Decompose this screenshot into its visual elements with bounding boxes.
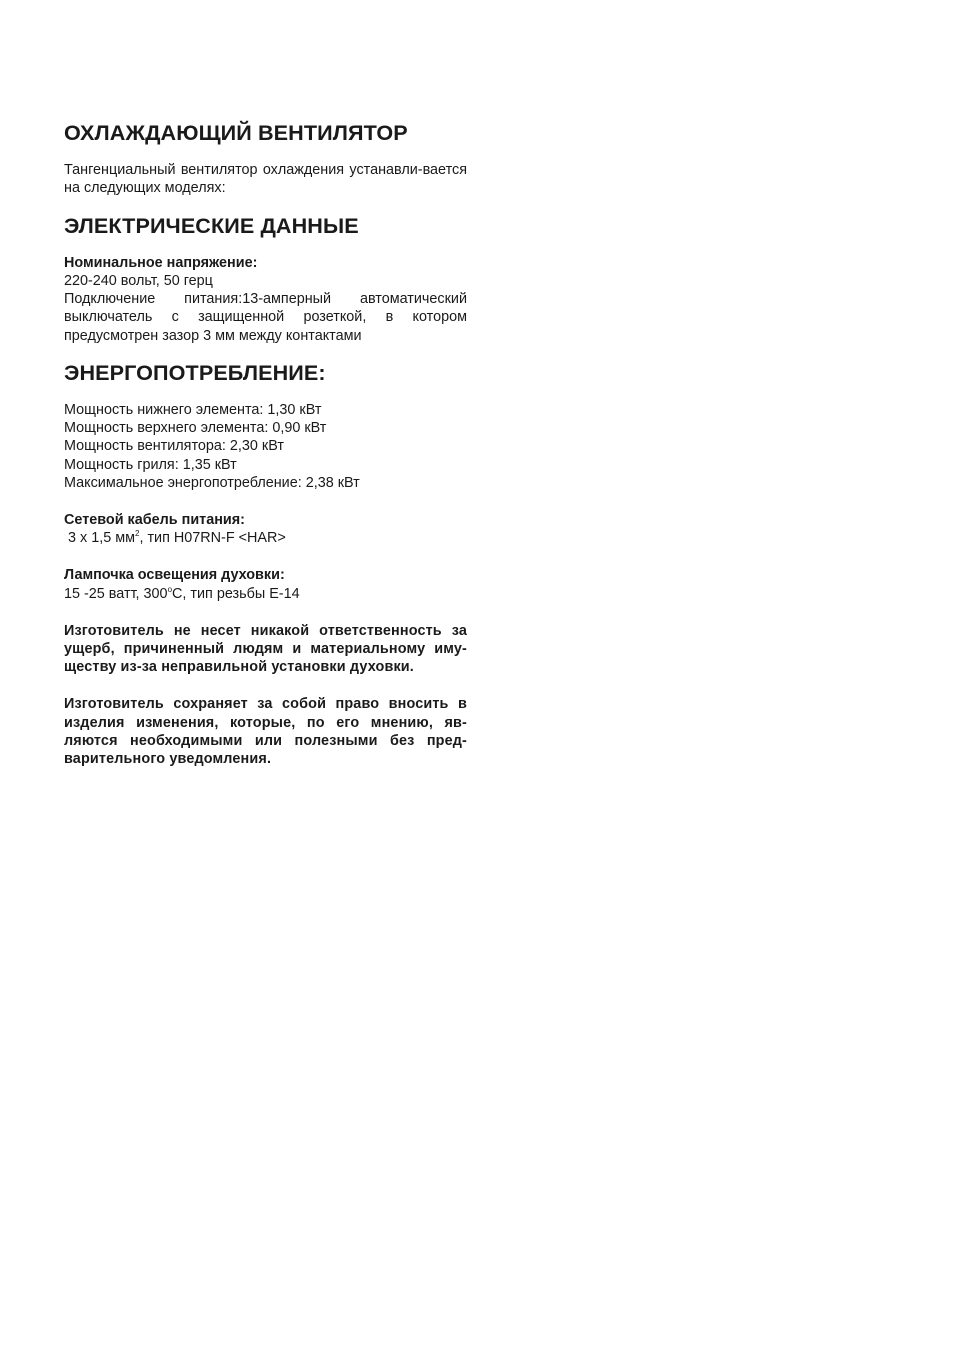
power-heading: ЭНЕРГОПОТРЕБЛЕНИЕ: bbox=[64, 359, 326, 385]
power-line: Максимальное энергопотребление: 2,38 кВт bbox=[64, 474, 360, 491]
cable-label: Сетевой кабель питания: bbox=[64, 512, 245, 529]
connection-text: Подключение питания:13-амперный автоматический выключатель с защищенной розеткой, в котором предусмотрен зазор 3 мм между контактами bbox=[64, 291, 467, 344]
power-list bbox=[64, 401, 467, 492]
document-body bbox=[64, 120, 467, 768]
power-line: Мощность нижнего элемента: 1,30 кВт bbox=[64, 402, 322, 419]
cable-value: 3 х 1,5 $мм^2$, тип H07RN-F <HAR> bbox=[68, 529, 286, 547]
lamp-label: Лампочка освещения духовки: bbox=[64, 567, 285, 584]
lamp-value: 15 -25 ватт, 300$^o$C, тип резьбы Е-14 bbox=[64, 584, 300, 602]
voltage-value: 220-240 вольт, 50 герц bbox=[64, 273, 213, 290]
power-line: Мощность вентилятора: 2,30 кВт bbox=[64, 438, 284, 455]
power-line: Мощность гриля: 1,35 кВт bbox=[64, 456, 237, 473]
lamp-block bbox=[64, 566, 467, 602]
liability-notice: Изготовитель не несет никакой ответственность за ущерб, причиненный людям и материальному иму-ществу из-за неправильной установки духовки. bbox=[64, 622, 467, 676]
electrical-heading: ЭЛЕКТРИЧЕСКИЕ ДАННЫЕ bbox=[64, 212, 359, 238]
fan-description: Тангенциальный вентилятор охлаждения устанавли-вается на следующих моделях: bbox=[64, 162, 467, 197]
changes-notice: Изготовитель сохраняет за собой право вносить в изделия изменения, которые, по его мнению, яв-ляются необходимыми или полезными без пред-варительного уведомления. bbox=[64, 696, 467, 768]
cable-block bbox=[64, 511, 467, 547]
power-line: Мощность верхнего элемента: 0,90 кВт bbox=[64, 420, 327, 437]
voltage-label: Номинальное напряжение: bbox=[64, 254, 258, 271]
fan-heading: ОХЛАЖДАЮЩИЙ ВЕНТИЛЯТОР bbox=[64, 120, 408, 145]
voltage-block bbox=[64, 254, 467, 345]
